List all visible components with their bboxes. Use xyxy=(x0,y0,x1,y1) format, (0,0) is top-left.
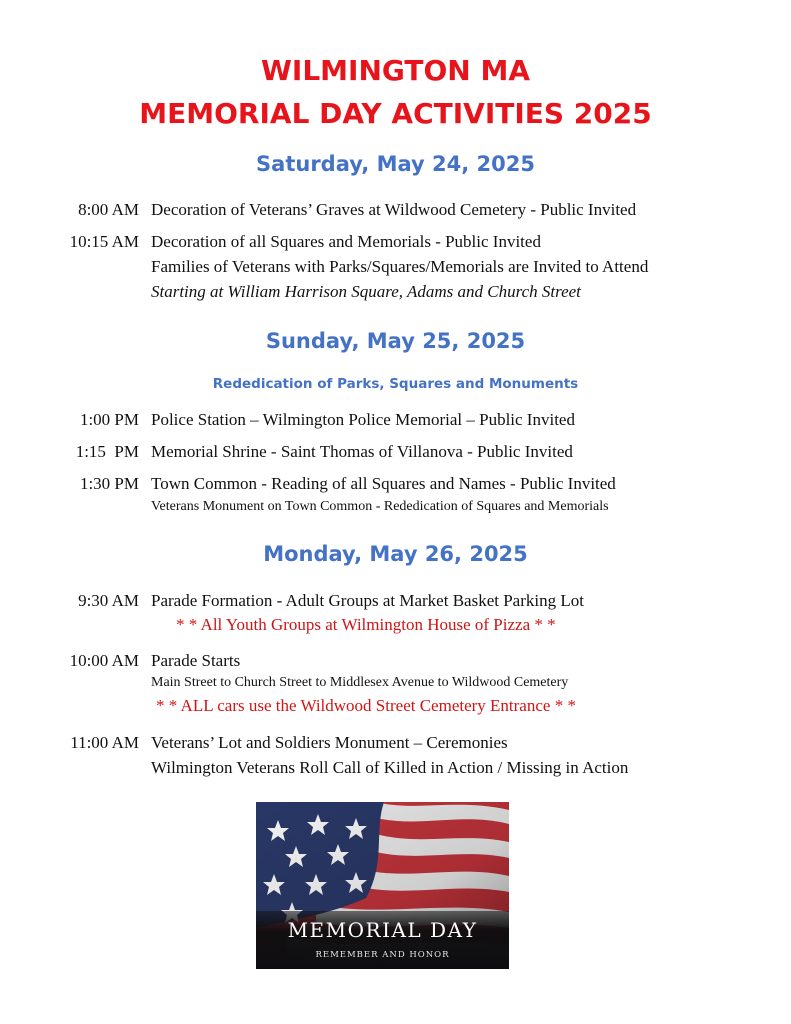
event-description: Veterans’ Lot and Soldiers Monument – Ceremonies xyxy=(151,733,508,752)
image-title: MEMORIAL DAY xyxy=(287,918,478,942)
event-description: Decoration of Veterans’ Graves at Wildwood Cemetery - Public Invited xyxy=(151,200,637,219)
event-description: Town Common - Reading of all Squares and Names - Public Invited xyxy=(151,474,616,493)
page-title-line1: WILMINGTON MA xyxy=(261,54,530,87)
sunday-subheading: Rededication of Parks, Squares and Monuments xyxy=(212,376,579,392)
event-detail: Main Street to Church Street to Middlesex Avenue to Wildwood Cemetery xyxy=(151,675,569,690)
monday-heading: Monday, May 26, 2025 xyxy=(263,542,528,566)
event-detail: Families of Veterans with Parks/Squares/Memorials are Invited to Attend xyxy=(151,257,649,276)
event-notice: * * All Youth Groups at Wilmington House of Pizza * * xyxy=(176,615,556,634)
event-description: Parade Starts xyxy=(151,651,241,670)
event-description: Memorial Shrine - Saint Thomas of Villanova - Public Invited xyxy=(151,442,573,461)
event-time: 8:00 AM xyxy=(78,200,139,219)
event-time: 10:15 AM xyxy=(69,232,139,251)
sunday-heading: Sunday, May 25, 2025 xyxy=(265,329,526,353)
saturday-heading: Saturday, May 24, 2025 xyxy=(256,152,535,176)
event-time: 11:00 AM xyxy=(70,733,139,752)
memorial-day-image xyxy=(256,802,509,969)
event-description: Decoration of all Squares and Memorials - Public Invited xyxy=(151,232,541,251)
event-time: 9:30 AM xyxy=(78,591,139,610)
event-time: 1:30 PM xyxy=(79,474,139,493)
event-time: 1:15 PM xyxy=(75,442,139,461)
event-notice: * * ALL cars use the Wildwood Street Cemetery Entrance * * xyxy=(156,696,576,715)
page-title-line2: MEMORIAL DAY ACTIVITIES 2025 xyxy=(139,97,652,130)
event-description: Parade Formation - Adult Groups at Market Basket Parking Lot xyxy=(151,591,584,610)
event-note: Starting at William Harrison Square, Adams and Church Street xyxy=(151,282,581,301)
event-time: 10:00 AM xyxy=(69,651,139,670)
event-detail: Veterans Monument on Town Common - Rededication of Squares and Memorials xyxy=(151,499,609,514)
event-time: 1:00 PM xyxy=(79,410,139,429)
event-description: Police Station – Wilmington Police Memorial – Public Invited xyxy=(151,410,575,429)
image-subtitle: REMEMBER AND HONOR xyxy=(315,950,450,960)
event-detail: Wilmington Veterans Roll Call of Killed in Action / Missing in Action xyxy=(151,758,629,777)
